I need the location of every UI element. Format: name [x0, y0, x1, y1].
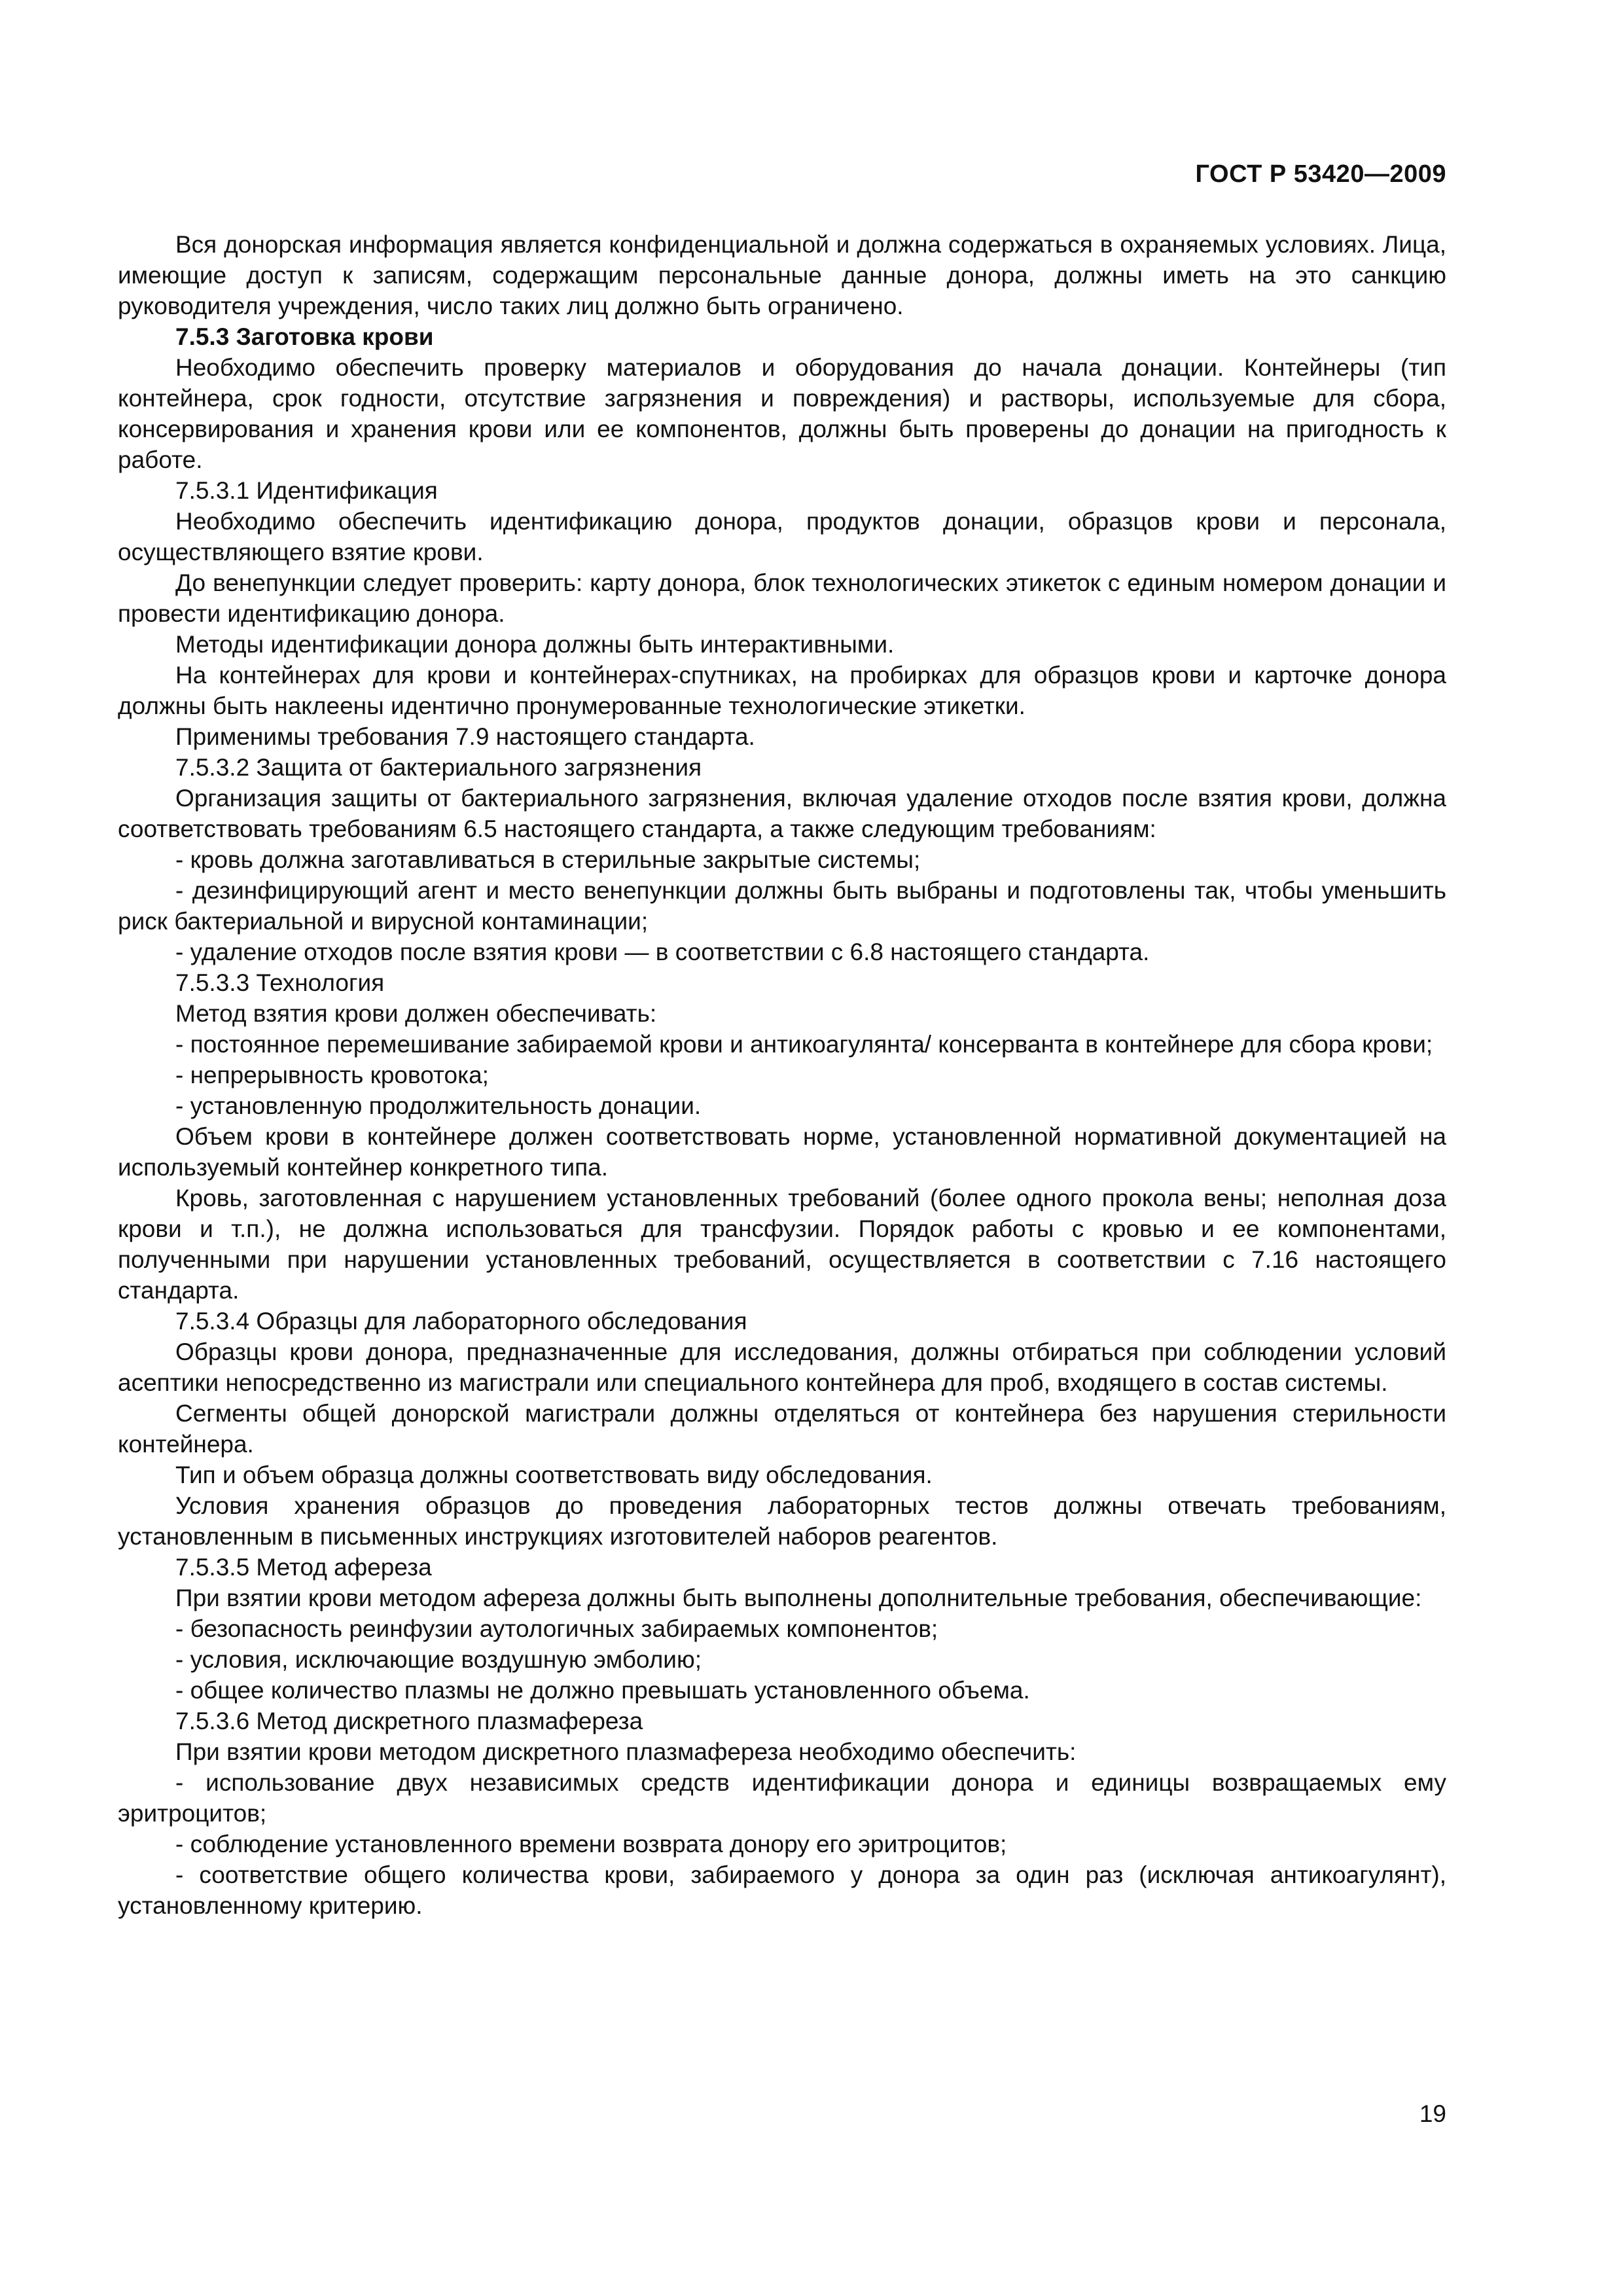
- list-item: - общее количество плазмы не должно превышать установленного объема.: [175, 1677, 1030, 1704]
- paragraph: Необходимо обеспечить идентификацию донора, продуктов донации, образцов крови и персонала, осуществляющего взятие крови.: [118, 508, 1446, 565]
- list-item: - удаление отходов после взятия крови — в соответствии с 6.8 настоящего стандарта.: [175, 939, 1150, 965]
- paragraph: Сегменты общей донорской магистрали должны отделяться от контейнера без нарушения стерильности контейнера.: [118, 1400, 1446, 1458]
- list-item: - постоянное перемешивание забираемой крови и антикоагулянта/ консерванта в контейнере для сбора крови;: [175, 1031, 1433, 1058]
- paragraph: Условия хранения образцов до проведения лабораторных тестов должны отвечать требованиям, установленным в письменных инструкциях изготовителей наборов реагентов.: [118, 1492, 1446, 1550]
- paragraph: При взятии крови методом дискретного плазмафереза необходимо обеспечить:: [175, 1738, 1077, 1765]
- paragraph: Образцы крови донора, предназначенные для исследования, должны отбираться при соблюдении условий асептики непосредственно из магистрали или специального контейнера для проб, входящего в состав системы.: [118, 1338, 1446, 1396]
- subsection-heading: 7.5.3.6 Метод дискретного плазмафереза: [175, 1708, 643, 1734]
- list-item: - установленную продолжительность донации.: [175, 1092, 702, 1119]
- list-item: - условия, исключающие воздушную эмболию;: [175, 1646, 702, 1673]
- paragraph: Применимы требования 7.9 настоящего стандарта.: [175, 723, 755, 750]
- page-number: 19: [1419, 2100, 1446, 2127]
- list-item: - соответствие общего количества крови, забираемого у донора за один раз (исключая антикоагулянт), установленному критерию.: [118, 1861, 1446, 1919]
- subsection-heading: 7.5.3.1 Идентификация: [175, 477, 438, 504]
- list-item: - непрерывность кровотока;: [175, 1062, 489, 1088]
- list-item: - дезинфицирующий агент и место венепункции должны быть выбраны и подготовлены так, чтобы уменьшить риск бактериальной и вирусной контаминации;: [118, 877, 1446, 935]
- paragraph: Метод взятия крови должен обеспечивать:: [175, 1000, 657, 1027]
- subsection-heading: 7.5.3.5 Метод афереза: [175, 1554, 432, 1581]
- paragraph: На контейнерах для крови и контейнерах-спутниках, на пробирках для образцов крови и карточке донора должны быть наклеены идентично пронумерованные технологические этикетки.: [118, 662, 1446, 719]
- list-item: - соблюдение установленного времени возврата донору его эритроцитов;: [175, 1831, 1007, 1857]
- paragraph: До венепункции следует проверить: карту донора, блок технологических этикеток с единым номером донации и провести идентификацию донора.: [118, 569, 1446, 627]
- section-heading: 7.5.3 Заготовка крови: [175, 323, 434, 350]
- paragraph: Объем крови в контейнере должен соответствовать норме, установленной нормативной документацией на используемый контейнер конкретного типа.: [118, 1123, 1446, 1181]
- paragraph: Кровь, заготовленная с нарушением установленных требований (более одного прокола вены; неполная доза крови и т.п.), не должна использоваться для трансфузии. Порядок работы с кровью и ее компонентами, полученными при нарушении установленных требований, осуществляется в соответствии с 7.16 настоящего стандарта.: [118, 1185, 1446, 1304]
- document-body: [118, 229, 1446, 1921]
- paragraph: При взятии крови методом афереза должны быть выполнены дополнительные требования, обеспечивающие:: [175, 1585, 1422, 1611]
- subsection-heading: 7.5.3.4 Образцы для лабораторного обследования: [175, 1308, 747, 1335]
- list-item: - безопасность реинфузии аутологичных забираемых компонентов;: [175, 1615, 938, 1642]
- list-item: - кровь должна заготавливаться в стерильные закрытые системы;: [175, 846, 921, 873]
- subsection-heading: 7.5.3.3 Технология: [175, 969, 385, 996]
- paragraph: Необходимо обеспечить проверку материалов и оборудования до начала донации. Контейнеры (тип контейнера, срок годности, отсутствие загрязнения и повреждения) и растворы, используемые для сбора, консервирования и хранения крови или ее компонентов, должны быть проверены до донации на пригодность к работе.: [118, 354, 1446, 473]
- paragraph: Организация защиты от бактериального загрязнения, включая удаление отходов после взятия крови, должна соответствовать требованиям 6.5 настоящего стандарта, а также следующим требованиям:: [118, 785, 1446, 842]
- subsection-heading: 7.5.3.2 Защита от бактериального загрязнения: [175, 754, 702, 781]
- paragraph: Методы идентификации донора должны быть интерактивными.: [175, 631, 895, 658]
- list-item: - использование двух независимых средств идентификации донора и единицы возвращаемых ему эритроцитов;: [118, 1769, 1446, 1827]
- document-code-header: ГОСТ Р 53420—2009: [1195, 160, 1446, 188]
- paragraph: Вся донорская информация является конфиденциальной и должна содержаться в охраняемых условиях. Лица, имеющие доступ к записям, содержащим персональные данные донора, должны иметь на это санкцию руководителя учреждения, число таких лиц должно быть ограничено.: [118, 231, 1446, 319]
- paragraph: Тип и объем образца должны соответствовать виду обследования.: [175, 1462, 933, 1488]
